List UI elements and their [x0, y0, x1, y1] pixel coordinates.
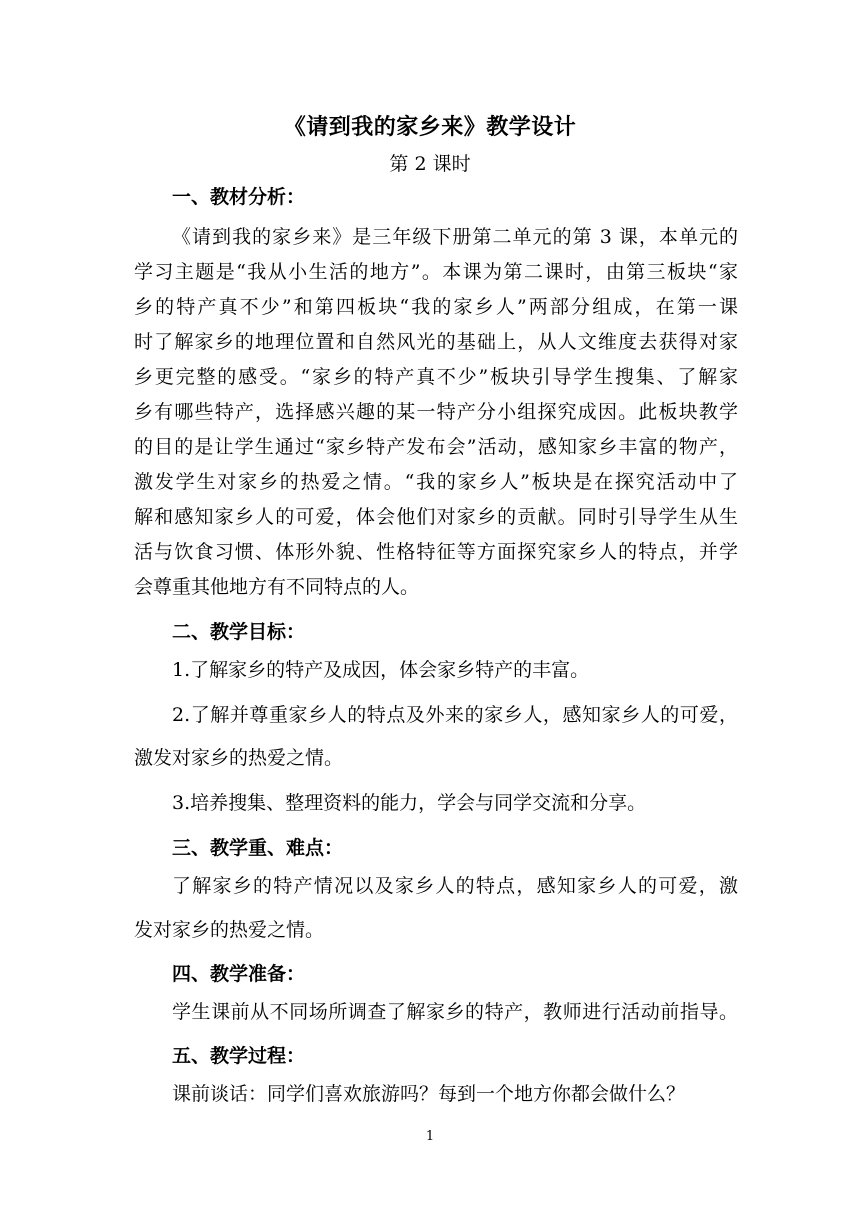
paragraph-line: 乡的特产真不少”和第四板块“我的家乡人”两部分组成，在第一课 — [134, 296, 738, 318]
goal-item-3: 3.培养搜集、整理资料的能力，学会与同学交流和分享。 — [172, 792, 647, 814]
paragraph-line: 乡更完整的感受。“家乡的特产真不少”板块引导学生搜集、了解家 — [134, 366, 738, 388]
paragraph-line: 时了解家乡的地理位置和自然风光的基础上，从人文维度去获得对家 — [134, 331, 738, 353]
goal-item-2-continued: 激发对家乡的热爱之情。 — [134, 747, 344, 769]
section-heading-analysis: 一、教材分析： — [172, 186, 306, 208]
section-heading-goals: 二、教学目标： — [172, 621, 306, 643]
paragraph-line: 《请到我的家乡来》是三年级下册第二单元的第 3 课，本单元的 — [172, 226, 738, 248]
paragraph-line: 乡有哪些特产，选择感兴趣的某一特产分小组探究成因。此板块教学 — [134, 401, 738, 423]
goal-item-1: 1.了解家乡的特产及成因，体会家乡特产的丰富。 — [172, 659, 590, 681]
page-number: 1 — [425, 1129, 435, 1144]
document-title: 《请到我的家乡来》教学设计 — [283, 114, 577, 140]
preparation-line: 学生课前从不同场所调查了解家乡的特产，教师进行活动前指导。 — [172, 1001, 738, 1023]
paragraph-line: 活与饮食习惯、体形外貌、性格特征等方面探究家乡人的特点，并学 — [134, 541, 738, 563]
goal-item-2: 2.了解并尊重家乡人的特点及外来的家乡人，感知家乡人的可爱， — [172, 704, 738, 726]
paragraph-line: 的目的是让学生通过“家乡特产发布会”活动，感知家乡丰富的物产， — [134, 436, 738, 458]
key-points-line: 了解家乡的特产情况以及家乡人的特点，感知家乡人的可爱，激 — [172, 875, 738, 897]
paragraph-line: 激发学生对家乡的热爱之情。“我的家乡人”板块是在探究活动中了 — [134, 471, 738, 493]
paragraph-line: 解和感知家乡人的可爱，体会他们对家乡的贡献。同时引导学生从生 — [134, 506, 738, 528]
section-heading-key-points: 三、教学重、难点： — [172, 837, 344, 859]
section-heading-process: 五、教学过程： — [172, 1045, 306, 1067]
key-points-line: 发对家乡的热爱之情。 — [134, 919, 325, 941]
process-line: 课前谈话：同学们喜欢旅游吗？每到一个地方你都会做什么？ — [172, 1083, 686, 1105]
document-subtitle: 第 2 课时 — [389, 153, 471, 175]
paragraph-line: 会尊重其他地方有不同特点的人。 — [134, 576, 420, 598]
section-heading-preparation: 四、教学准备： — [172, 963, 306, 985]
paragraph-line: 学习主题是“我从小生活的地方”。本课为第二课时，由第三板块“家 — [134, 261, 738, 283]
